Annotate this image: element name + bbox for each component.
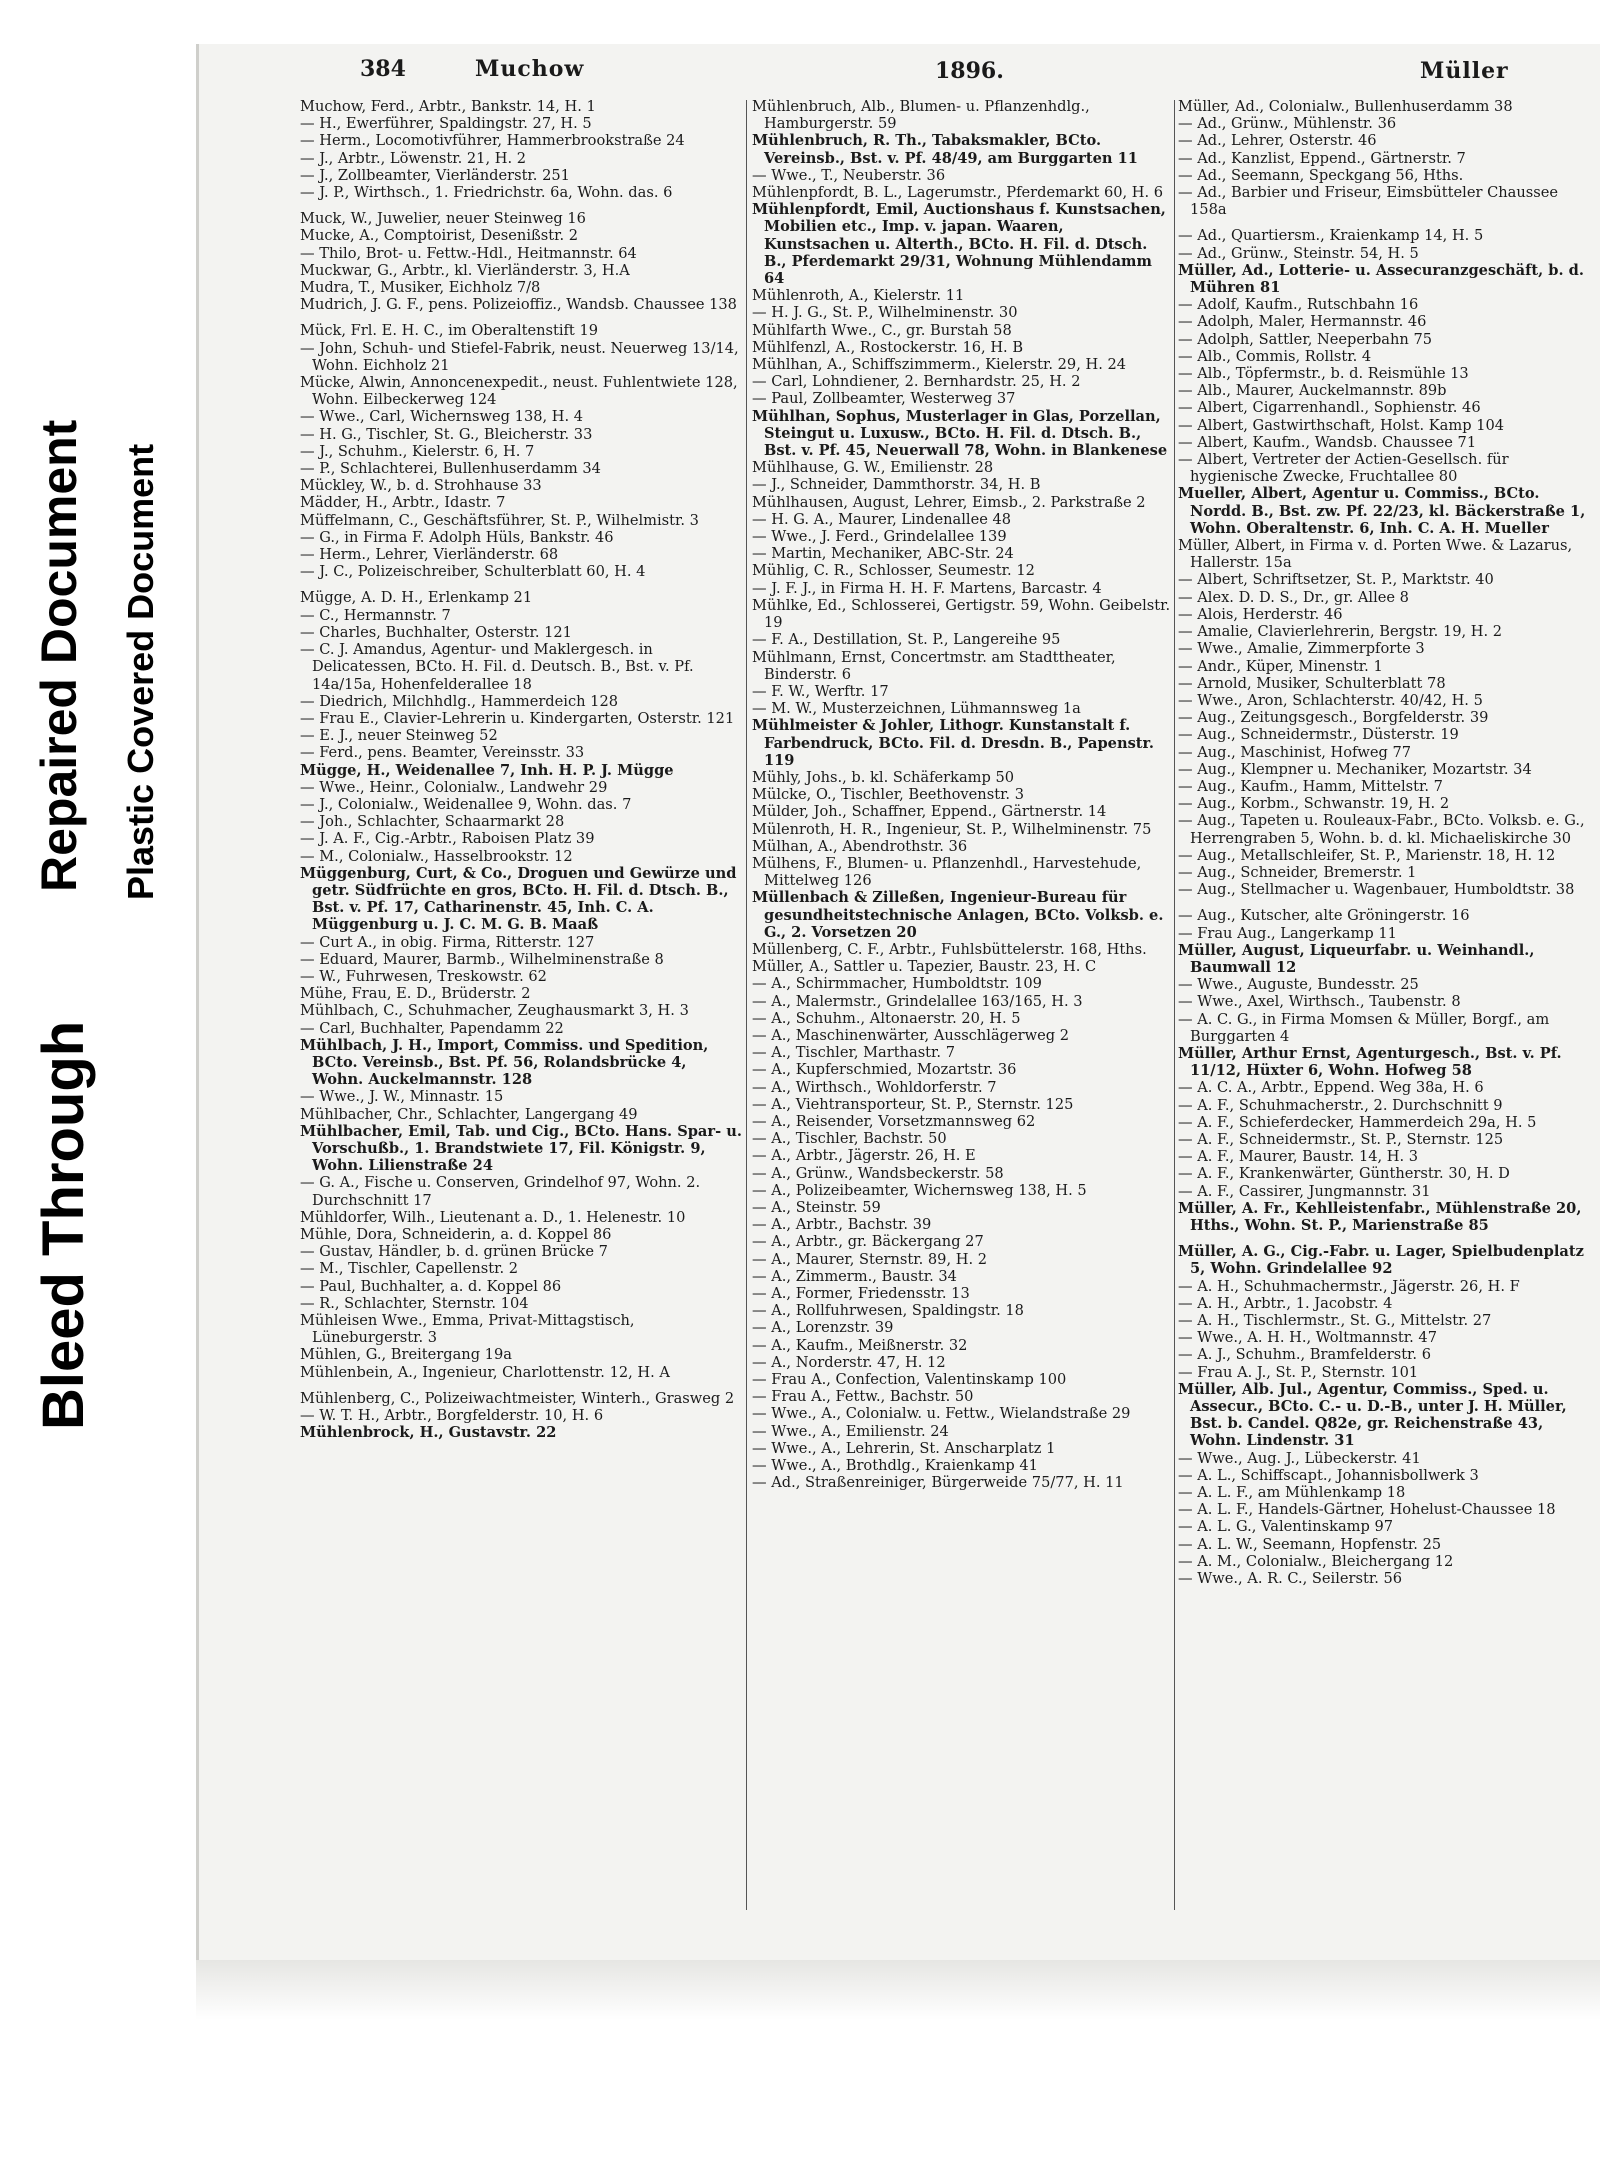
directory-entry: Mühlenbruch, R. Th., Tabaksmakler, BCto. Vereinsb., Bst. v. Pf. 48/49, am Burggarten 11	[752, 132, 1138, 167]
year-heading: 1896.	[935, 58, 1004, 84]
directory-entry: — Alois, Herderstr. 46	[1178, 605, 1343, 623]
directory-entry: — H. G., Tischler, St. G., Bleicherstr. 33	[300, 425, 593, 443]
directory-entry: Mülhens, F., Blumen- u. Pflanzenhdl., Harvestehude, Mittelweg 126	[752, 854, 1142, 890]
directory-entry: Mühe, Frau, E. D., Brüderstr. 2	[300, 985, 531, 1003]
directory-entry: — Ferd., pens. Beamter, Vereinsstr. 33	[300, 744, 585, 762]
directory-entry: — Paul, Zollbeamter, Westerweg 37	[752, 390, 1016, 408]
directory-column-1	[300, 98, 742, 1958]
directory-entry: — Wwe., Axel, Wirthsch., Taubenstr. 8	[1178, 993, 1461, 1011]
directory-entry: Mückley, W., b. d. Strohhause 33	[300, 477, 542, 495]
directory-entry: Mülcke, O., Tischler, Beethovenstr. 3	[752, 786, 1024, 804]
directory-entry: Mühlen, G., Breitergang 19a	[300, 1346, 512, 1364]
directory-entry: — Wwe., Carl, Wichernsweg 138, H. 4	[300, 408, 584, 426]
directory-entry: — Wwe., J. Ferd., Grindelallee 139	[752, 528, 1007, 546]
directory-entry: — A. L. W., Seemann, Hopfenstr. 25	[1178, 1535, 1442, 1553]
directory-entry: Müller, A., Sattler u. Tapezier, Baustr. 23, H. C	[752, 958, 1097, 976]
directory-entry: Muckwar, G., Arbtr., kl. Vierländerstr. 3, H.A	[300, 261, 630, 279]
directory-entry: Mudrich, J. G. F., pens. Polizeioffiz., Wandsb. Chaussee 138	[300, 296, 737, 314]
directory-entry: — Aug., Klempner u. Mechaniker, Mozartstr. 34	[1178, 760, 1532, 778]
directory-entry: — W. T. H., Arbtr., Borgfelderstr. 10, H. 6	[300, 1407, 604, 1425]
scan-bottom-edge	[196, 1960, 1600, 2020]
directory-entry: — John, Schuh- und Stiefel-Fabrik, neust. Neuerweg 13/14, Wohn. Eichholz 21	[300, 339, 739, 374]
directory-entry: Mueller, Albert, Agentur u. Commiss., BCto. Nordd. B., Bst. zw. Pf. 22/23, kl. Bäckerstraße 1, Wohn. Oberaltenstr. 6, Inh. C. A. H. Mueller	[1178, 485, 1586, 537]
directory-entry: Mühlenroth, A., Kielerstr. 11	[752, 287, 965, 305]
directory-entry: — A., Steinstr. 59	[752, 1199, 881, 1216]
directory-entry: — J., Colonialw., Weidenallee 9, Wohn. das. 7	[300, 795, 632, 813]
directory-entry: Mühlmeister & Johler, Lithogr. Kunstanstalt f. Farbendruck, BCto. Fil. d. Dresdn. B., Papenstr. 119	[752, 717, 1154, 769]
directory-entry: — A. F., Maurer, Baustr. 14, H. 3	[1178, 1148, 1419, 1166]
directory-entry: — Ad., Grünw., Mühlenstr. 36	[1178, 115, 1397, 133]
directory-entry: — A., Former, Friedensstr. 13	[752, 1285, 970, 1303]
directory-entry: Mühlenberg, C., Polizeiwachtmeister, Winterh., Grasweg 2	[300, 1389, 735, 1407]
directory-entry: — F. W., Werftr. 17	[752, 682, 889, 700]
directory-entry: — A. F., Krankenwärter, Güntherstr. 30, H. D	[1178, 1165, 1510, 1183]
directory-entry: — Diedrich, Milchhdlg., Hammerdeich 128	[300, 692, 619, 710]
directory-entry: Mülder, Joh., Schaffner, Eppend., Gärtnerstr. 14	[752, 803, 1107, 821]
directory-entry: Mühlhan, Sophus, Musterlager in Glas, Porzellan, Steingut u. Luxusw., BCto. H. Fil. d. Dtsch. B., Bst. v. Pf. 45, Neuerwall 78, Wohn. in Blankenese	[752, 407, 1168, 460]
directory-entry: — Thilo, Brot- u. Fettw.-Hdl., Heitmannstr. 64	[300, 244, 637, 262]
directory-entry: — A., Reisender, Vorsetzmannsweg 62	[752, 1112, 1036, 1130]
directory-entry: — Frau E., Clavier-Lehrerin u. Kindergarten, Osterstr. 121	[300, 709, 735, 727]
directory-entry: — Aug., Kutscher, alte Gröningerstr. 16	[1178, 907, 1470, 925]
directory-entry: Mudra, T., Musiker, Eichholz 7/8	[300, 279, 541, 297]
directory-entry: — A. J., Schuhm., Bramfelderstr. 6	[1178, 1346, 1431, 1364]
directory-entry: — J. C., Polizeischreiber, Schulterblatt 60, H. 4	[300, 563, 646, 581]
directory-entry: — J. A. F., Cig.-Arbtr., Raboisen Platz 39	[300, 830, 595, 848]
directory-entry: — E. J., neuer Steinweg 52	[300, 727, 498, 745]
directory-entry: Mügge, A. D. H., Erlenkamp 21	[300, 589, 533, 607]
directory-entry: — J., Arbtr., Löwenstr. 21, H. 2	[300, 149, 527, 167]
directory-entry: — Ad., Barbier und Friseur, Eimsbütteler Chaussee 158a	[1178, 184, 1559, 219]
directory-entry: — J. F. J., in Firma H. H. F. Martens, Barcastr. 4	[752, 579, 1102, 597]
directory-entry: — Aug., Zeitungsgesch., Borgfelderstr. 39	[1178, 709, 1489, 727]
directory-entry: Mühlhause, G. W., Emilienstr. 28	[752, 459, 994, 477]
directory-entry: — Adolf, Kaufm., Rutschbahn 16	[1178, 296, 1419, 314]
directory-entry: — R., Schlachter, Sternstr. 104	[300, 1294, 529, 1312]
directory-entry: — A., Tischler, Marthastr. 7	[752, 1044, 955, 1062]
directory-entry: — A., Viehtransporteur, St. P., Sternstr. 125	[752, 1095, 1074, 1113]
directory-entry: — Frau Aug., Langerkamp 11	[1178, 924, 1397, 942]
directory-entry: — M. W., Musterzeichnen, Lühmannsweg 1a	[752, 700, 1081, 718]
directory-entry: — A. H., Arbtr., 1. Jacobstr. 4	[1178, 1294, 1393, 1312]
directory-entry: Mücke, Alwin, Annoncenexpedit., neust. Fuhlentwiete 128, Wohn. Eilbeckerweg 124	[300, 374, 738, 409]
directory-entry: — Aug., Korbm., Schwanstr. 19, H. 2	[1178, 795, 1450, 813]
directory-entry: — Ad., Straßenreiniger, Bürgerweide 75/77, H. 11	[752, 1474, 1124, 1492]
directory-entry: Mühle, Dora, Schneiderin, a. d. Koppel 86	[300, 1226, 612, 1243]
directory-entry: Mühly, Johs., b. kl. Schäferkamp 50	[752, 768, 1015, 786]
directory-entry: — Carl, Lohndiener, 2. Bernhardstr. 25, H. 2	[752, 373, 1081, 391]
directory-entry: Mühlenbruch, Alb., Blumen- u. Pflanzenhdlg., Hamburgerstr. 59	[752, 98, 1090, 133]
directory-entry: Müller, Ad., Colonialw., Bullenhuserdamm 38	[1178, 98, 1513, 115]
column-rule	[746, 100, 747, 1910]
directory-entry: — A. L., Schiffscapt., Johannisbollwerk 3	[1178, 1466, 1479, 1484]
directory-entry: — Wwe., A., Brothdlg., Kraienkamp 41	[752, 1457, 1038, 1475]
directory-entry: — H., Ewerführer, Spaldingstr. 27, H. 5	[300, 115, 592, 133]
column-rule	[1174, 100, 1175, 1910]
directory-entry: — Herm., Lehrer, Vierländerstr. 68	[300, 546, 559, 564]
directory-entry: — Joh., Schlachter, Schaarmarkt 28	[300, 813, 565, 831]
directory-entry: — Eduard, Maurer, Barmb., Wilhelminenstraße 8	[300, 950, 664, 968]
directory-entry: Mühlhan, A., Schiffszimmerm., Kielerstr. 29, H. 24	[752, 356, 1127, 374]
directory-entry: — Ad., Lehrer, Osterstr. 46	[1178, 132, 1377, 150]
directory-entry: — J., Zollbeamter, Vierländerstr. 251	[300, 166, 570, 184]
directory-entry: Müllenberg, C. F., Arbtr., Fuhlsbüttelerstr. 168, Hths.	[752, 940, 1147, 958]
directory-entry: — A., Zimmerm., Baustr. 34	[752, 1267, 957, 1285]
directory-entry: — A. F., Schneidermstr., St. P., Sternstr. 125	[1178, 1130, 1504, 1148]
directory-entry: — A., Polizeibeamter, Wichernsweg 138, H. 5	[752, 1181, 1087, 1199]
directory-entry: — A., Rollfuhrwesen, Spaldingstr. 18	[752, 1302, 1024, 1320]
directory-entry: Mühlenpfordt, Emil, Auctionshaus f. Kunstsachen, Mobilien etc., Imp. v. japan. Waaren, Kunstsachen u. Alterth., BCto. H. Fil. d. Dtsch. B., Pferdemarkt 29/31, Wohnung Mühlendamm 64	[752, 201, 1166, 288]
directory-entry: — Wwe., Heinr., Colonialw., Landwehr 29	[300, 778, 608, 796]
directory-entry: — Wwe., T., Neuberstr. 36	[752, 166, 946, 184]
directory-entry: — A., Malermstr., Grindelallee 163/165, H. 3	[752, 992, 1083, 1010]
directory-entry: — A., Norderstr. 47, H. 12	[752, 1353, 946, 1371]
directory-entry: — W., Fuhrwesen, Treskowstr. 62	[300, 967, 547, 985]
directory-entry: Mädder, H., Arbtr., Idastr. 7	[300, 494, 506, 512]
directory-entry: Müller, Ad., Lotterie- u. Assecuranzgeschäft, b. d. Mühren 81	[1178, 261, 1584, 297]
right-catchword: Müller	[1420, 58, 1509, 84]
directory-entry: — C., Hermannstr. 7	[300, 606, 451, 624]
directory-entry: — Herm., Locomotivführer, Hammerbrookstraße 24	[300, 132, 685, 150]
directory-entry: — A., Wirthsch., Wohldorferstr. 7	[752, 1078, 997, 1096]
directory-entry: — Wwe., Aron, Schlachterstr. 40/42, H. 5	[1178, 691, 1483, 709]
directory-entry: Müller, A. G., Cig.-Fabr. u. Lager, Spielbudenplatz 5, Wohn. Grindelallee 92	[1178, 1243, 1584, 1278]
directory-entry: Muck, W., Juwelier, neuer Steinweg 16	[300, 210, 586, 228]
directory-entry: Mühlenpfordt, B. L., Lagerumstr., Pferdemarkt 60, H. 6	[752, 184, 1164, 202]
directory-column-3	[1178, 98, 1590, 1958]
directory-entry: — Ad., Seemann, Speckgang 56, Hths.	[1178, 166, 1464, 184]
directory-entry: — Frau A. J., St. P., Sternstr. 101	[1178, 1363, 1419, 1381]
directory-entry: — A., Kaufm., Meißnerstr. 32	[752, 1336, 968, 1354]
directory-entry: Mühlke, Ed., Schlosserei, Gertigstr. 59, Wohn. Geibelstr. 19	[752, 596, 1171, 632]
directory-entry: — Alex. D. D. S., Dr., gr. Allee 8	[1178, 588, 1409, 606]
directory-entry: — A. F., Schieferdecker, Hammerdeich 29a, H. 5	[1178, 1113, 1537, 1131]
directory-entry: — Aug., Maschinist, Hofweg 77	[1178, 743, 1412, 761]
directory-entry: Mühlenbrock, H., Gustavstr. 22	[300, 1424, 557, 1442]
directory-entry: Mühlbach, C., Schuhmacher, Zeughausmarkt 3, H. 3	[300, 1002, 689, 1020]
directory-entry: — A., Maschinenwärter, Ausschlägerweg 2	[752, 1026, 1070, 1044]
directory-entry: — Albert, Cigarrenhandl., Sophienstr. 46	[1178, 399, 1481, 417]
directory-entry: — Wwe., J. W., Minnastr. 15	[300, 1088, 504, 1106]
directory-entry: — M., Colonialw., Hasselbrookstr. 12	[300, 847, 573, 865]
directory-entry: Mügge, H., Weidenallee 7, Inh. H. P. J. Mügge	[300, 761, 674, 779]
directory-entry: Müller, Arthur Ernst, Agenturgesch., Bst. v. Pf. 11/12, Hüxter 6, Wohn. Hofweg 58	[1178, 1044, 1562, 1080]
directory-entry: — A., Kupferschmied, Mozartstr. 36	[752, 1061, 1017, 1079]
directory-entry: — Alb., Maurer, Auckelmannstr. 89b	[1178, 382, 1447, 400]
directory-entry: — Amalie, Clavierlehrerin, Bergstr. 19, H. 2	[1178, 623, 1503, 641]
left-catchword: Muchow	[475, 56, 585, 82]
bleed-through-label: Bleed Through	[31, 1020, 96, 1430]
directory-entry: — Albert, Vertreter der Actien-Gesellsch. für hygienische Zwecke, Fruchtallee 80	[1178, 451, 1509, 486]
directory-entry: — Wwe., A., Emilienstr. 24	[752, 1422, 949, 1440]
directory-entry: Müller, Alb. Jul., Agentur, Commiss., Sped. u. Assecur., BCto. C.- u. D.-B., unter J. H. Müller, Bst. b. Candel. Q82e, gr. Reichenstraße 43, Wohn. Lindenstr. 31	[1178, 1380, 1567, 1450]
directory-entry: — Ad., Grünw., Steinstr. 54, H. 5	[1178, 244, 1419, 262]
directory-entry: — A., Schuhm., Altonaerstr. 20, H. 5	[752, 1009, 1021, 1027]
directory-entry: Mühlbach, J. H., Import, Commiss. und Spedition, BCto. Vereinsb., Bst. Pf. 56, Rolandsbrücke 4, Wohn. Auckelmannstr. 128	[300, 1036, 709, 1089]
directory-entry: — Aug., Stellmacher u. Wagenbauer, Humboldtstr. 38	[1178, 881, 1575, 899]
directory-entry: Muchow, Ferd., Arbtr., Bankstr. 14, H. 1	[300, 98, 596, 115]
directory-entry: Mucke, A., Comptoirist, Desenißstr. 2	[300, 227, 579, 245]
directory-entry: Müller, A. Fr., Kehlleistenfabr., Mühlenstraße 20, Hths., Wohn. St. P., Marienstraße 85	[1178, 1199, 1582, 1234]
directory-entry: — Carl, Buchhalter, Papendamm 22	[300, 1019, 564, 1037]
directory-entry: — A. F., Cassirer, Jungmannstr. 31	[1178, 1182, 1431, 1200]
directory-entry: — G. A., Fische u. Conserven, Grindelhof 97, Wohn. 2. Durchschnitt 17	[300, 1174, 701, 1209]
directory-entry: — Albert, Kaufm., Wandsb. Chaussee 71	[1178, 433, 1477, 451]
directory-entry: — Wwe., A. H. H., Woltmannstr. 47	[1178, 1329, 1437, 1347]
directory-entry: — F. A., Destillation, St. P., Langereihe 95	[752, 631, 1061, 649]
directory-entry: — A. C. A., Arbtr., Eppend. Weg 38a, H. 6	[1178, 1079, 1484, 1097]
directory-entry: — A. F., Schuhmacherstr., 2. Durchschnitt 9	[1178, 1096, 1503, 1114]
directory-entry: — Ad., Kanzlist, Eppend., Gärtnerstr. 7	[1178, 149, 1466, 167]
directory-entry: — A. L. F., Handels-Gärtner, Hohelust-Chaussee 18	[1178, 1501, 1556, 1519]
directory-entry: — P., Schlachterei, Bullenhuserdamm 34	[300, 460, 601, 478]
directory-entry: — A. H., Tischlermstr., St. G., Mittelstr. 27	[1178, 1312, 1492, 1330]
page-number: 384	[360, 56, 406, 82]
directory-entry: Mühlbacher, Emil, Tab. und Cig., BCto. Hans. Spar- u. Vorschußb., 1. Brandstwiete 17, Fil. Königstr. 9, Wohn. Lilienstraße 24	[300, 1122, 742, 1175]
directory-entry: — G., in Firma F. Adolph Hüls, Bankstr. 46	[300, 528, 614, 546]
plastic-covered-label: Plastic Covered Document	[120, 443, 161, 900]
directory-entry: — Albert, Schriftsetzer, St. P., Marktstr. 40	[1178, 571, 1494, 589]
directory-entry: — A., Schirmmacher, Humboldtstr. 109	[752, 975, 1042, 993]
directory-entry: Mühlhausen, August, Lehrer, Eimsb., 2. Parkstraße 2	[752, 493, 1146, 511]
directory-entry: — A., Grünw., Wandsbeckerstr. 58	[752, 1164, 1004, 1182]
directory-entry: — Arnold, Musiker, Schulterblatt 78	[1178, 674, 1446, 692]
directory-entry: — J., Schneider, Dammthorstr. 34, H. B	[752, 476, 1041, 494]
directory-entry: Mück, Frl. E. H. C., im Oberaltenstift 19	[300, 322, 599, 340]
condition-labels	[0, 40, 196, 1430]
directory-entry: — A. L. F., am Mühlenkamp 18	[1178, 1484, 1406, 1502]
directory-entry: — Adolph, Maler, Hermannstr. 46	[1178, 313, 1427, 331]
directory-entry: — A., Maurer, Sternstr. 89, H. 2	[752, 1250, 988, 1268]
directory-entry: Müffelmann, C., Geschäftsführer, St. P., Wilhelmistr. 3	[300, 511, 699, 529]
directory-entry: — A., Tischler, Bachstr. 50	[752, 1130, 947, 1148]
directory-entry: — A. M., Colonialw., Bleichergang 12	[1178, 1552, 1454, 1570]
directory-entry: — A., Arbtr., Bachstr. 39	[752, 1216, 932, 1234]
directory-entry: — Andr., Küper, Minenstr. 1	[1178, 657, 1383, 675]
directory-entry: Mülenroth, H. R., Ingenieur, St. P., Wilhelminenstr. 75	[752, 820, 1152, 838]
directory-entry: — Wwe., A. R. C., Seilerstr. 56	[1178, 1570, 1403, 1588]
directory-entry: Mühlmann, Ernst, Concertmstr. am Stadttheater, Binderstr. 6	[752, 648, 1116, 683]
repaired-document-label: Repaired Document	[31, 419, 87, 892]
directory-entry: — J., Schuhm., Kielerstr. 6, H. 7	[300, 442, 535, 460]
directory-entry: — H. J. G., St. P., Wilhelminenstr. 30	[752, 304, 1018, 322]
directory-entry: — Ad., Quartiersm., Kraienkamp 14, H. 5	[1178, 227, 1484, 245]
directory-entry: — Aug., Metallschleifer, St. P., Marienstr. 18, H. 12	[1178, 846, 1556, 864]
directory-entry: — Aug., Schneider, Bremerstr. 1	[1178, 863, 1417, 881]
directory-entry: Mühleisen Wwe., Emma, Privat-Mittagstisch, Lüneburgerstr. 3	[300, 1312, 635, 1347]
directory-entry: — Charles, Buchhalter, Osterstr. 121	[300, 623, 572, 641]
directory-entry: — Alb., Töpfermstr., b. d. Reismühle 13	[1178, 365, 1469, 383]
directory-entry: — Albert, Gastwirthschaft, Holst. Kamp 104	[1178, 416, 1505, 434]
directory-entry: — Wwe., A., Colonialw. u. Fettw., Wielandstraße 29	[752, 1405, 1131, 1423]
directory-entry: Mühldorfer, Wilh., Lieutenant a. D., 1. Helenestr. 10	[300, 1208, 686, 1226]
directory-entry: — H. G. A., Maurer, Lindenallee 48	[752, 510, 1012, 528]
directory-entry: — Aug., Schneidermstr., Düsterstr. 19	[1178, 726, 1459, 744]
directory-entry: — Gustav, Händler, b. d. grünen Brücke 7	[300, 1243, 608, 1261]
directory-entry: — Alb., Commis, Rollstr. 4	[1178, 347, 1372, 365]
directory-entry: Mühlbacher, Chr., Schlachter, Langergang 49	[300, 1105, 638, 1123]
directory-entry: — A., Lorenzstr. 39	[752, 1319, 894, 1337]
running-header	[360, 56, 1590, 96]
directory-entry: Müggenburg, Curt, & Co., Droguen und Gewürze und getr. Südfrüchte en gros, BCto. H. Fil. d. Dtsch. B., Bst. v. Pf. 17, Catharinenstr. 45, Inh. C. A. Müggenburg u. J. C. M. G. B. Maaß	[300, 864, 737, 934]
directory-entry: — M., Tischler, Capellenstr. 2	[300, 1260, 519, 1278]
directory-entry: Mühlenbein, A., Ingenieur, Charlottenstr. 12, H. A	[300, 1363, 670, 1381]
directory-entry: — Aug., Kaufm., Hamm, Mittelstr. 7	[1178, 777, 1443, 795]
directory-entry: — Frau A., Confection, Valentinskamp 100	[752, 1371, 1067, 1389]
directory-entry: Mühlfarth Wwe., C., gr. Burstah 58	[752, 321, 1012, 339]
directory-entry: Müller, Albert, in Firma v. d. Porten Wwe. & Lazarus, Hallerstr. 15a	[1178, 537, 1573, 572]
directory-entry: — A. L. G., Valentinskamp 97	[1178, 1518, 1394, 1536]
directory-entry: Mülhan, A., Abendrothstr. 36	[752, 837, 968, 855]
directory-entry: — Wwe., Amalie, Zimmerpforte 3	[1178, 640, 1425, 658]
directory-entry: Mühlfenzl, A., Rostockerstr. 16, H. B	[752, 338, 1024, 356]
directory-entry: Müller, August, Liqueurfabr. u. Weinhandl., Baumwall 12	[1178, 941, 1535, 976]
directory-entry: — A. C. G., in Firma Momsen & Müller, Borgf., am Burggarten 4	[1178, 1010, 1550, 1045]
directory-entry: — A. H., Schuhmachermstr., Jägerstr. 26, H. F	[1178, 1277, 1520, 1295]
directory-entry: — Wwe., A., Lehrerin, St. Anscharplatz 1	[752, 1439, 1056, 1457]
directory-entry: — A., Arbtr., gr. Bäckergang 27	[752, 1233, 984, 1251]
directory-entry: — J. P., Wirthsch., 1. Friedrichstr. 6a, Wohn. das. 6	[300, 184, 673, 202]
directory-entry: — Frau A., Fettw., Bachstr. 50	[752, 1388, 974, 1406]
directory-entry: — Adolph, Sattler, Neeperbahn 75	[1178, 330, 1433, 348]
directory-entry: — A., Arbtr., Jägerstr. 26, H. E	[752, 1147, 976, 1165]
directory-entry: — C. J. Amandus, Agentur- und Maklergesch. in Delicatessen, BCto. H. Fil. d. Deutsch. B., Bst. v. Pf. 14a/15a, Hohenfelderallee 18	[300, 641, 694, 693]
directory-entry: — Wwe., Aug. J., Lübeckerstr. 41	[1178, 1449, 1421, 1467]
directory-entry: — Curt A., in obig. Firma, Ritterstr. 127	[300, 933, 595, 951]
directory-entry: Müllenbach & Zilleßen, Ingenieur-Bureau für gesundheitstechnische Anlagen, BCto. Volksb. e. G., 2. Vorsetzen 20	[752, 889, 1164, 941]
directory-column-2	[752, 98, 1174, 1958]
directory-entry: Mühlig, C. R., Schlosser, Seumestr. 12	[752, 562, 1035, 580]
directory-entry: — Wwe., Auguste, Bundesstr. 25	[1178, 976, 1419, 994]
directory-entry: — Martin, Mechaniker, ABC-Str. 24	[752, 545, 1014, 563]
directory-entry: — Paul, Buchhalter, a. d. Koppel 86	[300, 1277, 562, 1295]
directory-entry: — Aug., Tapeten u. Rouleaux-Fabr., BCto. Volksb. e. G., Herrengraben 5, Wohn. b. d. kl. Michaeliskirche 30	[1178, 812, 1585, 847]
